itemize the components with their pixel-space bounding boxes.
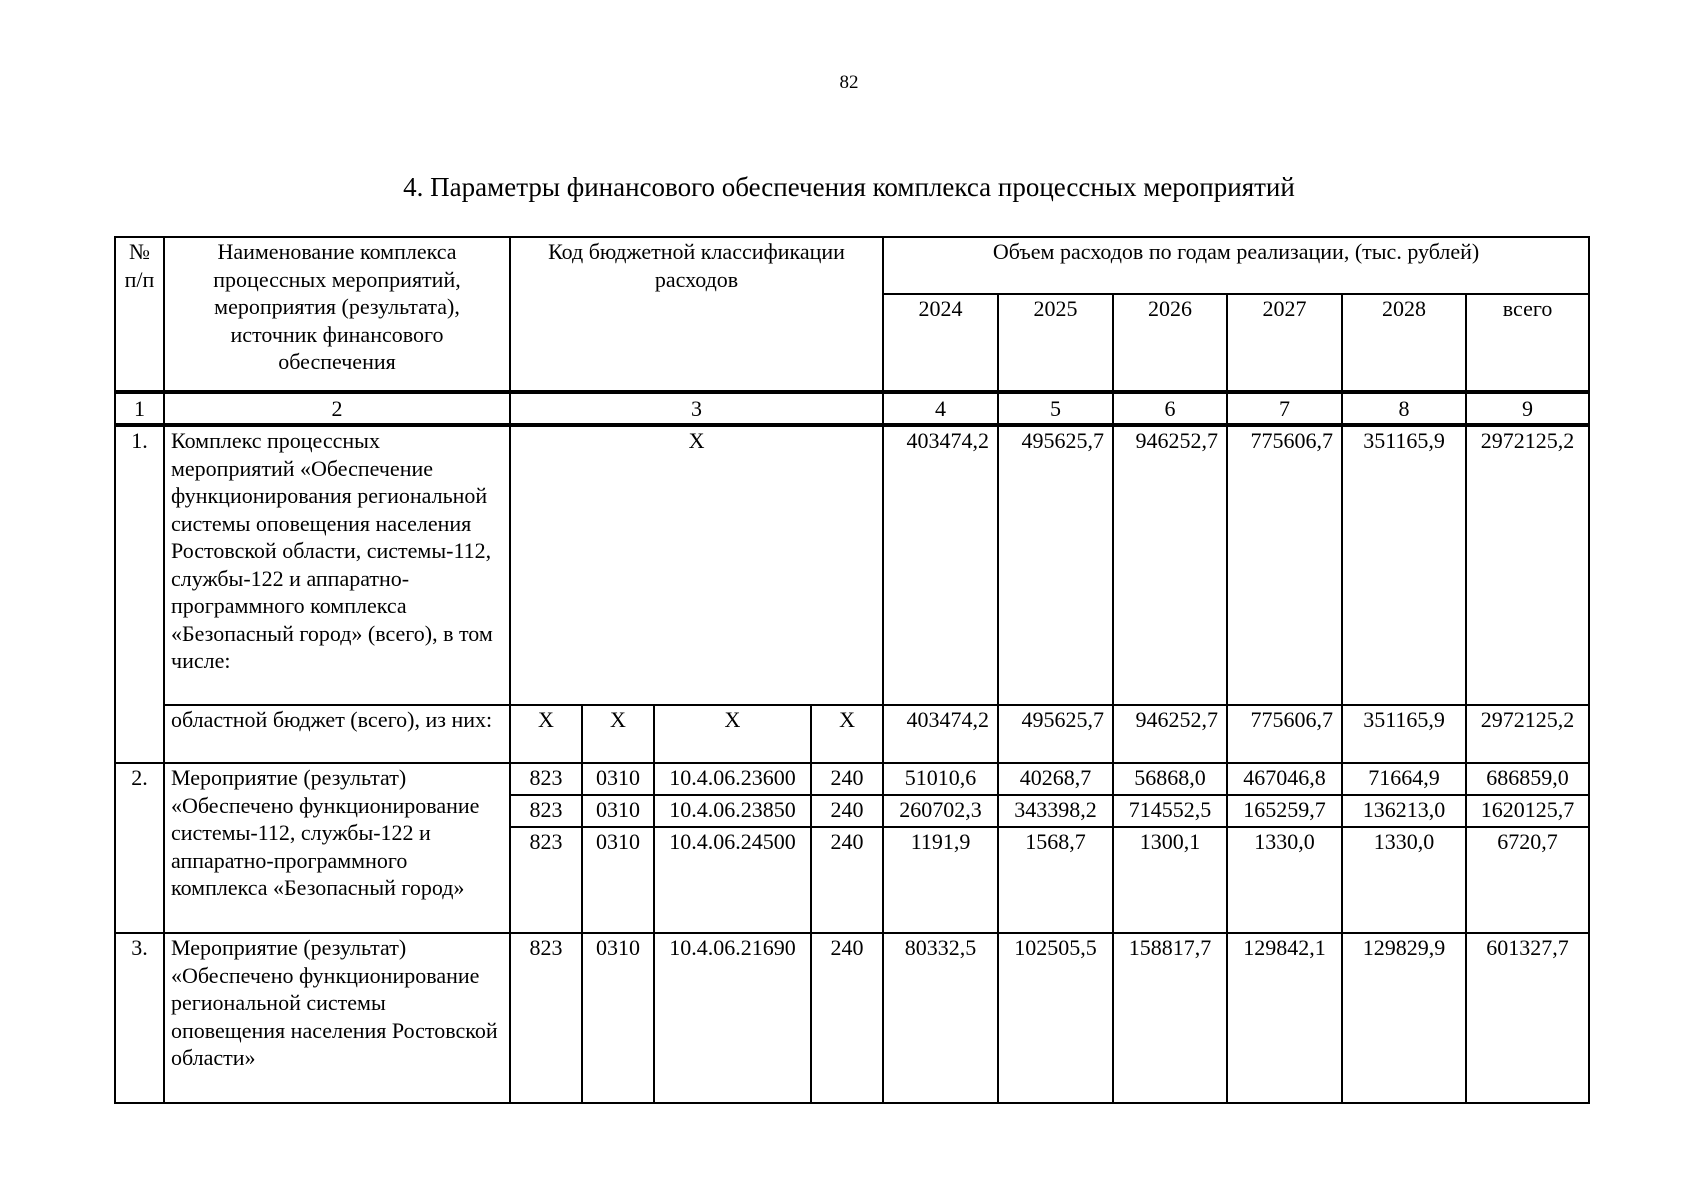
column-number: 9 xyxy=(1466,392,1589,425)
row-name: Мероприятие (результат) «Обеспечено функционирование региональной системы оповещения населения Ростовской области» xyxy=(164,933,510,1103)
budget-code: 823 xyxy=(510,795,582,827)
budget-code: X xyxy=(811,705,883,763)
table-row xyxy=(115,933,1589,1103)
amount-cell: 1330,0 xyxy=(1227,827,1342,933)
amount-cell: 467046,8 xyxy=(1227,763,1342,795)
amount-cell: 946252,7 xyxy=(1113,705,1227,763)
header-year: 2024 xyxy=(883,294,998,392)
amount-cell: 1620125,7 xyxy=(1466,795,1589,827)
budget-code: 10.4.06.23600 xyxy=(654,763,811,795)
budget-code: 10.4.06.21690 xyxy=(654,933,811,1103)
amount-cell: 351165,9 xyxy=(1342,425,1466,705)
amount-cell: 495625,7 xyxy=(998,425,1113,705)
amount-cell: 686859,0 xyxy=(1466,763,1589,795)
header-year: 2026 xyxy=(1113,294,1227,392)
amount-cell: 40268,7 xyxy=(998,763,1113,795)
amount-cell: 6720,7 xyxy=(1466,827,1589,933)
amount-cell: 495625,7 xyxy=(998,705,1113,763)
row-num: 1. xyxy=(115,425,164,763)
column-number: 4 xyxy=(883,392,998,425)
amount-cell: 51010,6 xyxy=(883,763,998,795)
budget-code: 823 xyxy=(510,933,582,1103)
budget-code: 0310 xyxy=(582,827,654,933)
header-year: 2027 xyxy=(1227,294,1342,392)
amount-cell: 71664,9 xyxy=(1342,763,1466,795)
column-number: 3 xyxy=(510,392,883,425)
amount-cell: 102505,5 xyxy=(998,933,1113,1103)
header-volume: Объем расходов по годам реализации, (тыс. рублей) xyxy=(883,237,1589,294)
budget-code: 240 xyxy=(811,933,883,1103)
amount-cell: 80332,5 xyxy=(883,933,998,1103)
amount-cell: 129842,1 xyxy=(1227,933,1342,1103)
header-year: 2025 xyxy=(998,294,1113,392)
row-num: 3. xyxy=(115,933,164,1103)
column-numbers-row xyxy=(115,392,1589,425)
amount-cell: 775606,7 xyxy=(1227,705,1342,763)
budget-code: 0310 xyxy=(582,795,654,827)
amount-cell: 2972125,2 xyxy=(1466,705,1589,763)
amount-cell: 775606,7 xyxy=(1227,425,1342,705)
table-row xyxy=(115,425,1589,705)
amount-cell: 56868,0 xyxy=(1113,763,1227,795)
amount-cell: 165259,7 xyxy=(1227,795,1342,827)
budget-code: X xyxy=(510,425,883,705)
amount-cell: 714552,5 xyxy=(1113,795,1227,827)
header-year: всего xyxy=(1466,294,1589,392)
row-num: 2. xyxy=(115,763,164,933)
budget-code: 823 xyxy=(510,763,582,795)
page-number: 82 xyxy=(839,72,859,93)
header-code: Код бюджетной классификации расходов xyxy=(510,237,883,392)
amount-cell: 1330,0 xyxy=(1342,827,1466,933)
budget-code: 10.4.06.23850 xyxy=(654,795,811,827)
budget-code: 240 xyxy=(811,827,883,933)
budget-code: 823 xyxy=(510,827,582,933)
budget-code: 0310 xyxy=(582,933,654,1103)
column-number: 2 xyxy=(164,392,510,425)
amount-cell: 403474,2 xyxy=(883,425,998,705)
header-name: Наименование комплекса процессных мероприятий, мероприятия (результата), источник финансового обеспечения xyxy=(164,237,510,392)
amount-cell: 129829,9 xyxy=(1342,933,1466,1103)
amount-cell: 1300,1 xyxy=(1113,827,1227,933)
budget-code: X xyxy=(582,705,654,763)
amount-cell: 1191,9 xyxy=(883,827,998,933)
amount-cell: 403474,2 xyxy=(883,705,998,763)
column-number: 8 xyxy=(1342,392,1466,425)
amount-cell: 351165,9 xyxy=(1342,705,1466,763)
budget-code: 240 xyxy=(811,795,883,827)
budget-code: 0310 xyxy=(582,763,654,795)
amount-cell: 601327,7 xyxy=(1466,933,1589,1103)
column-number: 1 xyxy=(115,392,164,425)
amount-cell: 946252,7 xyxy=(1113,425,1227,705)
amount-cell: 1568,7 xyxy=(998,827,1113,933)
column-number: 7 xyxy=(1227,392,1342,425)
amount-cell: 343398,2 xyxy=(998,795,1113,827)
budget-code: 10.4.06.24500 xyxy=(654,827,811,933)
column-number: 6 xyxy=(1113,392,1227,425)
amount-cell: 260702,3 xyxy=(883,795,998,827)
row-name: областной бюджет (всего), из них: xyxy=(164,705,510,763)
budget-code: 240 xyxy=(811,763,883,795)
amount-cell: 158817,7 xyxy=(1113,933,1227,1103)
column-number: 5 xyxy=(998,392,1113,425)
budget-code: X xyxy=(654,705,811,763)
amount-cell: 136213,0 xyxy=(1342,795,1466,827)
row-name: Комплекс процессных мероприятий «Обеспечение функционирования региональной системы оповещения населения Ростовской области, системы-112, службы-122 и аппаратно-программного комплекса «Безопасный город» (всего), в том числе: xyxy=(164,425,510,705)
table-row xyxy=(115,763,1589,795)
header-year: 2028 xyxy=(1342,294,1466,392)
amount-cell: 2972125,2 xyxy=(1466,425,1589,705)
page-title: 4. Параметры финансового обеспечения комплекса процессных мероприятий xyxy=(403,172,1295,202)
row-name: Мероприятие (результат) «Обеспечено функционирование системы-112, службы-122 и аппаратно-программного комплекса «Безопасный город» xyxy=(164,763,510,933)
header-num: № п/п xyxy=(115,237,164,392)
financing-table xyxy=(114,236,1590,1104)
budget-code: X xyxy=(510,705,582,763)
header-row xyxy=(115,237,1589,294)
table-row xyxy=(115,705,1589,763)
